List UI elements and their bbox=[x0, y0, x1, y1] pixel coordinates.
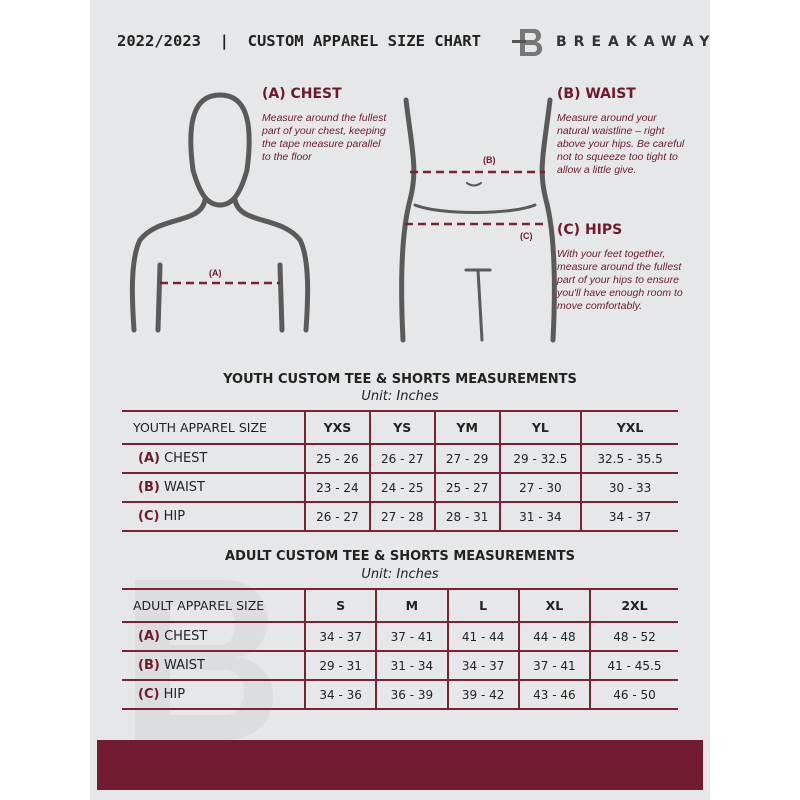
size-header: YM bbox=[435, 411, 500, 444]
chest-marker: (A) bbox=[209, 268, 222, 278]
measurement-cell: 34 - 37 bbox=[305, 622, 376, 651]
measurement-cell: 34 - 37 bbox=[581, 502, 678, 531]
table-row bbox=[122, 622, 678, 651]
waist-marker: (B) bbox=[483, 155, 496, 165]
measure-letter: (B) bbox=[138, 658, 160, 673]
size-label-header: ADULT APPAREL SIZE bbox=[122, 589, 305, 622]
measurement-cell: 43 - 46 bbox=[519, 680, 590, 709]
table-row bbox=[122, 651, 678, 680]
table-row bbox=[122, 444, 678, 473]
measurement-cell: 25 - 26 bbox=[305, 444, 370, 473]
measure-name: CHEST bbox=[164, 451, 208, 466]
size-header: L bbox=[448, 589, 519, 622]
header-row bbox=[122, 411, 678, 444]
measure-letter: (C) bbox=[138, 687, 160, 702]
measurement-cell: 44 - 48 bbox=[519, 622, 590, 651]
measure-name: WAIST bbox=[163, 658, 206, 673]
waist-heading: (B) WAIST bbox=[557, 86, 636, 102]
adult-size-table bbox=[122, 588, 678, 710]
size-header: YS bbox=[370, 411, 435, 444]
measurement-cell: 46 - 50 bbox=[590, 680, 678, 709]
size-label-header: YOUTH APPAREL SIZE bbox=[122, 411, 305, 444]
table-row bbox=[122, 502, 678, 531]
measure-label bbox=[122, 680, 305, 709]
measurement-cell: 37 - 41 bbox=[376, 622, 447, 651]
hip-marker: (C) bbox=[520, 231, 533, 241]
measurement-cell: 27 - 28 bbox=[370, 502, 435, 531]
measure-label bbox=[122, 444, 305, 473]
size-header: YXS bbox=[305, 411, 370, 444]
measure-letter: (B) bbox=[138, 480, 160, 495]
measure-letter: (A) bbox=[138, 629, 160, 644]
size-header: 2XL bbox=[590, 589, 678, 622]
footer-band bbox=[97, 740, 703, 790]
measure-label bbox=[122, 622, 305, 651]
size-header: YXL bbox=[581, 411, 678, 444]
size-header: S bbox=[305, 589, 376, 622]
measurement-cell: 41 - 45.5 bbox=[590, 651, 678, 680]
adult-unit: Unit: Inches bbox=[361, 567, 439, 582]
table-row bbox=[122, 473, 678, 502]
measurement-cell: 41 - 44 bbox=[448, 622, 519, 651]
measurement-cell: 34 - 37 bbox=[448, 651, 519, 680]
measure-name: HIP bbox=[163, 687, 186, 702]
measurement-cell: 48 - 52 bbox=[590, 622, 678, 651]
measure-name: HIP bbox=[163, 509, 186, 524]
measurement-cell: 26 - 27 bbox=[370, 444, 435, 473]
measure-letter: (A) bbox=[138, 451, 160, 466]
measurement-cell: 30 - 33 bbox=[581, 473, 678, 502]
lower-body-silhouette bbox=[402, 100, 555, 340]
measurement-cell: 27 - 30 bbox=[500, 473, 582, 502]
page-title: 2022/2023 | CUSTOM APPAREL SIZE CHART bbox=[117, 32, 481, 50]
youth-table-title: YOUTH CUSTOM TEE & SHORTS MEASUREMENTS bbox=[223, 372, 577, 387]
measurement-cell: 27 - 29 bbox=[435, 444, 500, 473]
size-header: YL bbox=[500, 411, 582, 444]
chest-description: Measure around the fullest part of your chest, keeping the tape measure parallel to the floor bbox=[262, 112, 387, 163]
hips-description: With your feet together, measure around the fullest part of your hips to ensure you'll have enough room to move comfortably. bbox=[557, 248, 683, 312]
measurement-cell: 31 - 34 bbox=[376, 651, 447, 680]
measure-label bbox=[122, 473, 305, 502]
youth-unit: Unit: Inches bbox=[361, 389, 439, 404]
waist-description: Measure around your natural waistline – right above your hips. Be careful not to squeeze too tight to allow a little give. bbox=[557, 112, 685, 176]
measure-letter: (C) bbox=[138, 509, 160, 524]
measurement-cell: 31 - 34 bbox=[500, 502, 582, 531]
measurement-cell: 24 - 25 bbox=[370, 473, 435, 502]
measurement-cell: 26 - 27 bbox=[305, 502, 370, 531]
size-header: M bbox=[376, 589, 447, 622]
measure-name: WAIST bbox=[163, 480, 206, 495]
brand-name: BREAKAWAY bbox=[556, 34, 717, 50]
measure-label bbox=[122, 502, 305, 531]
chest-heading: (A) CHEST bbox=[262, 86, 342, 102]
measurement-cell: 23 - 24 bbox=[305, 473, 370, 502]
measurement-cell: 39 - 42 bbox=[448, 680, 519, 709]
youth-size-table bbox=[122, 410, 678, 532]
measurement-cell: 29 - 32.5 bbox=[500, 444, 582, 473]
measurement-cell: 32.5 - 35.5 bbox=[581, 444, 678, 473]
measure-name: CHEST bbox=[164, 629, 208, 644]
header-row bbox=[122, 589, 678, 622]
measurement-cell: 37 - 41 bbox=[519, 651, 590, 680]
measurement-cell: 36 - 39 bbox=[376, 680, 447, 709]
measurement-cell: 29 - 31 bbox=[305, 651, 376, 680]
table-row bbox=[122, 680, 678, 709]
measure-label bbox=[122, 651, 305, 680]
hips-heading: (C) HIPS bbox=[557, 222, 623, 238]
adult-table-title: ADULT CUSTOM TEE & SHORTS MEASUREMENTS bbox=[225, 549, 575, 564]
size-header: XL bbox=[519, 589, 590, 622]
measurement-cell: 34 - 36 bbox=[305, 680, 376, 709]
measurement-cell: 25 - 27 bbox=[435, 473, 500, 502]
measurement-cell: 28 - 31 bbox=[435, 502, 500, 531]
